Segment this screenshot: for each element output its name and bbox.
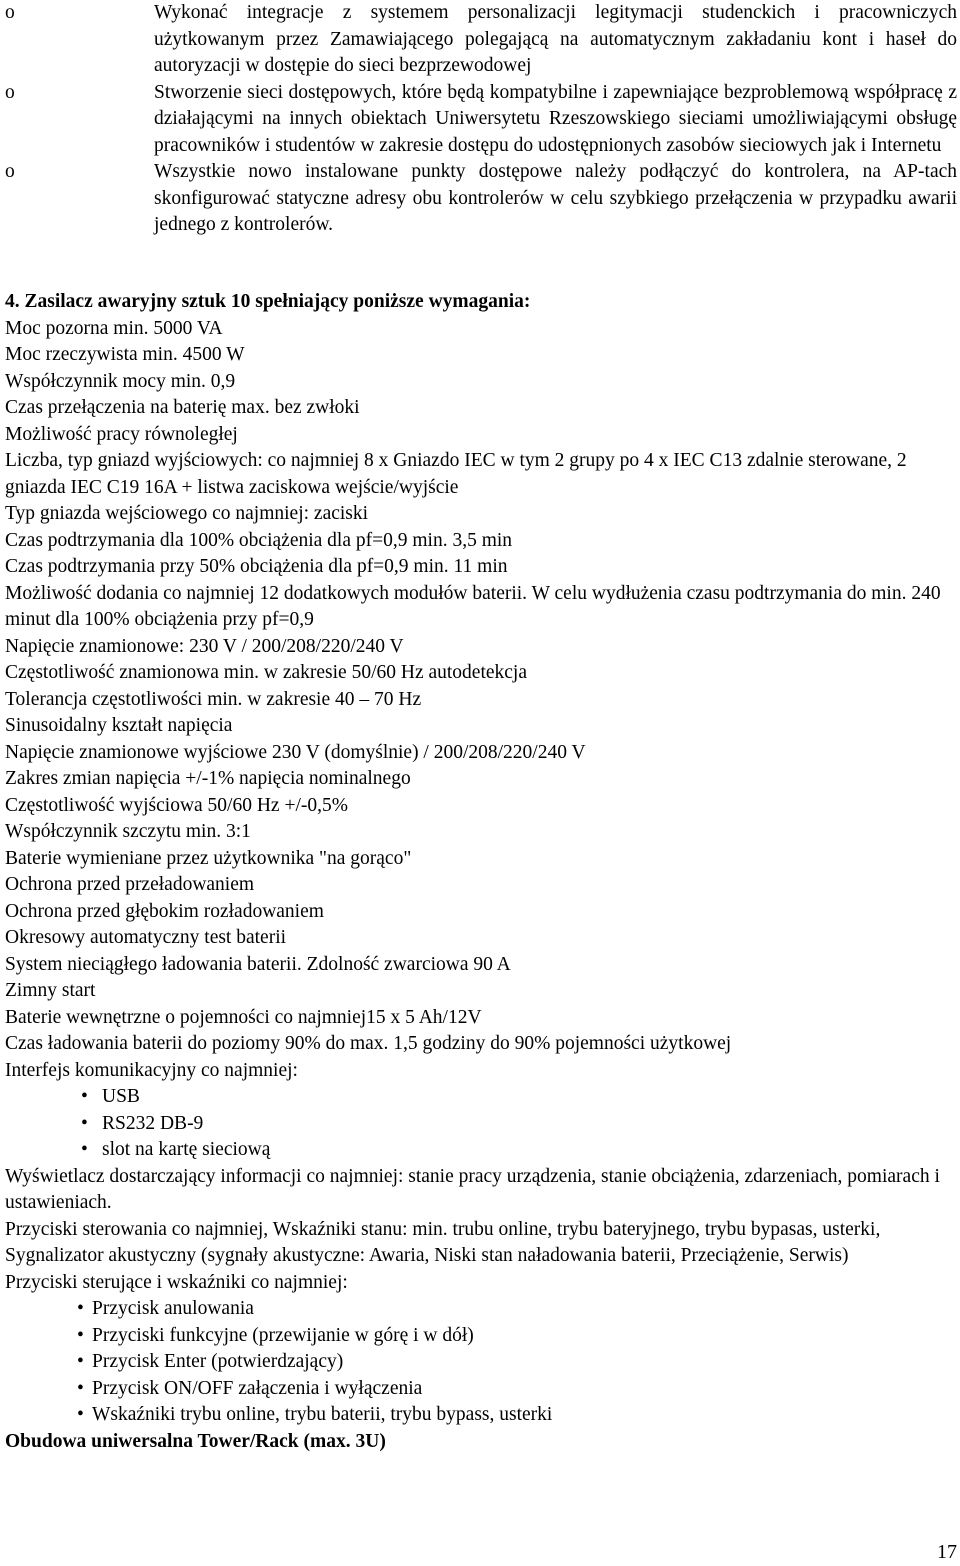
buttons-heading: Przyciski sterujące i wskaźniki co najmniej: [5, 1271, 348, 1293]
o-bullet-marker: o [5, 2, 15, 23]
list-item [5, 0, 957, 80]
list-item [5, 1084, 955, 1111]
list-item-text: RS232 DB-9 [102, 1112, 204, 1134]
list-item [5, 1349, 955, 1376]
spec-line: Napięcie znamionowe wyjściowe 230 V (domyślnie) / 200/208/220/240 V [5, 741, 586, 763]
list-item-text: Przyciski funkcyjne (przewijanie w górę i w dół) [92, 1324, 474, 1346]
spec-line: Czas podtrzymania przy 50% obciążenia dla pf=0,9 min. 11 min [5, 556, 508, 577]
spec-line: Częstotliwość wyjściowa 50/60 Hz +/-0,5% [5, 794, 348, 816]
list-item-text: Stworzenie sieci dostępowych, które będą kompatybilne i zapewniające bezproblemową współpracę z działającymi na innych obiektach Uniwersytetu Rzeszowskiego sieciami umożliwiającymi obsługę pracowników i studentów w zakresie dostępu do udostępnionych zasobów sieciowych jak i Internetu [154, 81, 957, 156]
spec-line: Czas podtrzymania dla 100% obciążenia dla pf=0,9 min. 3,5 min [5, 529, 513, 551]
list-item-text: Wskaźniki trybu online, trybu baterii, trybu bypass, usterki [92, 1404, 553, 1425]
section-heading: 4. Zasilacz awaryjny sztuk 10 spełniający poniższe wymagania: [5, 291, 531, 312]
page-number: 17 [937, 1541, 957, 1563]
spec-line: Częstotliwość znamionowa min. w zakresie 50/60 Hz autodetekcja [5, 662, 528, 683]
interface-list [5, 1084, 955, 1164]
list-item-text: Przycisk Enter (potwierdzający) [92, 1351, 344, 1372]
spec-line: Tolerancja częstotliwości min. w zakresie 40 – 70 Hz [5, 688, 422, 710]
bullet-icon: • [77, 1298, 84, 1319]
spec-line: Baterie wewnętrzne o pojemności co najmniej15 x 5 Ah/12V [5, 1006, 482, 1028]
bullet-icon: • [77, 1404, 84, 1425]
list-item [5, 1402, 955, 1429]
spec-line: Czas ładowania baterii do poziomy 90% do max. 1,5 godziny do 90% pojemności użytkowej [5, 1033, 732, 1054]
spec-line: Ochrona przed głębokim rozładowaniem [5, 900, 324, 922]
spec-line: Zakres zmian napięcia +/-1% napięcia nominalnego [5, 768, 411, 789]
spec-paragraph: Możliwość dodania co najmniej 12 dodatkowych modułów baterii. W celu wydłużenia czasu podtrzymania do min. 240 minut dla 100% obciążenia przy pf=0,9 [5, 582, 941, 630]
list-item [5, 1137, 955, 1164]
housing-line: Obudowa uniwersalna Tower/Rack (max. 3U) [5, 1430, 386, 1452]
bullet-icon: • [77, 1351, 84, 1372]
o-bullet-marker: o [5, 161, 15, 182]
list-item-text: slot na kartę sieciową [102, 1139, 271, 1160]
bullet-icon: • [81, 1139, 88, 1160]
spec-line: Zimny start [5, 980, 96, 1001]
bullet-icon: • [77, 1324, 84, 1346]
spec-line: Moc rzeczywista min. 4500 W [5, 344, 245, 365]
spec-line: Możliwość pracy równoległej [5, 423, 238, 445]
list-item [5, 1111, 955, 1138]
bullet-icon: • [81, 1112, 88, 1134]
spec-line: Okresowy automatyczny test baterii [5, 927, 287, 948]
list-item-text: USB [102, 1086, 140, 1107]
spec-line: Ochrona przed przeładowaniem [5, 874, 255, 895]
list-item-text: Wszystkie nowo instalowane punkty dostępowe należy podłączyć do kontrolera, na AP-tach skonfigurować statyczne adresy obu kontrolerów w celu szybkiego przełączenia w przypadku awarii jednego z kontrolerów. [154, 161, 957, 235]
list-item-text: Wykonać integracje z systemem personalizacji legitymacji studenckich i pracowniczych użytkowanym przez Zamawiającego polegającą na automatycznym zakładaniu kont i haseł do autoryzacji w dostępie do sieci bezprzewodowej [154, 2, 957, 76]
spec-paragraph: Wyświetlacz dostarczający informacji co najmniej: stanie pracy urządzenia, stanie obciążenia, zdarzeniach, pomiarach i ustawieniach. [5, 1165, 940, 1213]
spec-line: Czas przełączenia na baterię max. bez zwłoki [5, 397, 360, 418]
list-item [5, 80, 957, 160]
list-item [5, 1296, 955, 1323]
spec-line: Baterie wymieniane przez użytkownika "na gorąco" [5, 847, 412, 869]
spec-paragraph: Przyciski sterowania co najmniej, Wskaźniki stanu: min. trubu online, trybu bateryjnego, trybu bypasas, usterki, Sygnalizator akustyczny (sygnały akustyczne: Awaria, Niski stan naładowania baterii, Przeciążenie, Serwis) [5, 1218, 881, 1266]
spec-line: Napięcie znamionowe: 230 V / 200/208/220/240 V [5, 635, 404, 657]
spec-line: Typ gniazda wejściowego co najmniej: zaciski [5, 503, 369, 524]
spec-line: Współczynnik mocy min. 0,9 [5, 370, 236, 392]
list-item [5, 1376, 955, 1403]
spec-line: System nieciągłego ładowania baterii. Zdolność zwarciowa 90 A [5, 953, 511, 975]
spec-paragraph: Liczba, typ gniazd wyjściowych: co najmniej 8 x Gniazdo IEC w tym 2 grupy po 4 x IEC C13 zdalnie sterowane, 2 gniazda IEC C19 16A + listwa zaciskowa wejście/wyjście [5, 450, 907, 498]
list-item-text: Przycisk ON/OFF załączenia i wyłączenia [92, 1377, 423, 1399]
spec-line: Współczynnik szczytu min. 3:1 [5, 821, 251, 842]
o-bullet-marker: o [5, 81, 15, 103]
spec-line: Sinusoidalny kształt napięcia [5, 715, 233, 736]
bullet-icon: • [81, 1086, 88, 1107]
spec-line: Moc pozorna min. 5000 VA [5, 317, 223, 339]
o-bullet-list [5, 0, 957, 239]
list-item-text: Przycisk anulowania [92, 1298, 254, 1319]
bullet-icon: • [77, 1377, 84, 1399]
list-item [5, 159, 957, 239]
buttons-list [5, 1296, 955, 1429]
ups-specification [5, 289, 955, 1455]
spec-line: Interfejs komunikacyjny co najmniej: [5, 1059, 298, 1081]
list-item [5, 1323, 955, 1350]
